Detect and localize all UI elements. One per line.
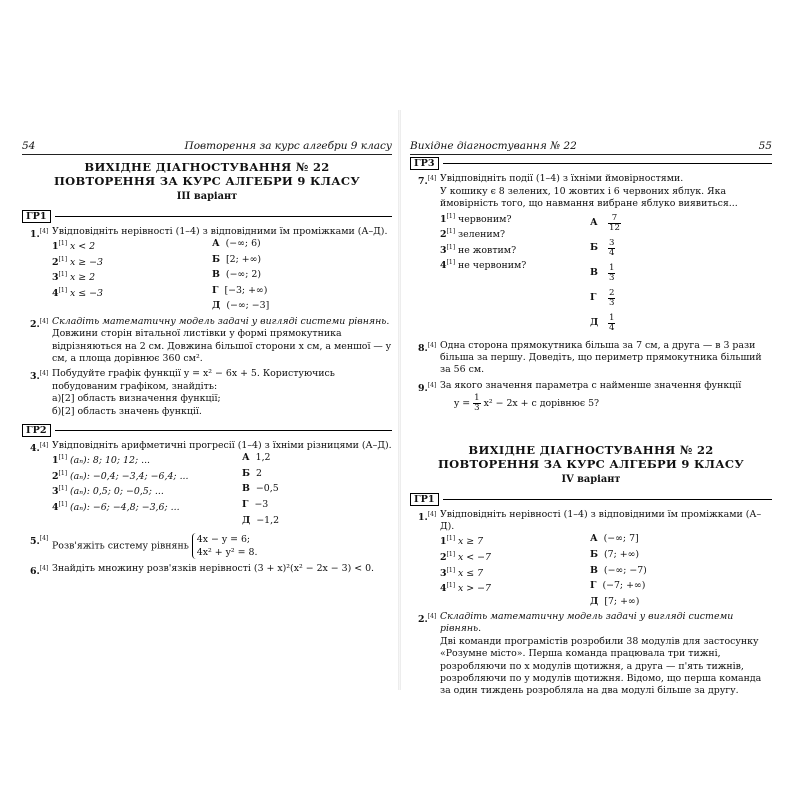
match-left-item xyxy=(440,596,590,608)
group-header: ГР1 xyxy=(22,210,392,223)
right-page xyxy=(410,140,772,701)
match-right-item: Б [2; +∞) xyxy=(212,253,262,265)
task-3: 3.[4] Побудуйте графік функції y = x² − 6x + 5. Користуючись побудованим графіком, знайдіть: a)[2] область визначення функції; б)[2] область значень функції. xyxy=(30,368,335,417)
match-left-item: 4[1] не червоним? xyxy=(440,259,527,272)
match-left-item: 2[1] x < −7 xyxy=(440,551,491,564)
left-page xyxy=(22,140,392,578)
match-left-item: 1[1] червоним? xyxy=(440,212,512,225)
match-left-item: 1[1] x < 2 xyxy=(52,240,96,253)
match-left-item: 2[1] зеленим? xyxy=(440,228,505,241)
match-left-item: 4[1] x > −7 xyxy=(440,582,491,595)
match-left-item: 3[1] (aₙ): 0,5; 0; −0,5; ... xyxy=(52,485,164,498)
match-left-item: 3[1] x ≥ 2 xyxy=(52,271,96,284)
group-header: ГР3 xyxy=(410,157,772,170)
match-right-item: Д [7; +∞) xyxy=(590,595,640,607)
match-right-item: Г −3 xyxy=(242,499,269,510)
equation-system: 4x − y = 6; 4x² + y² = 8. xyxy=(192,533,258,559)
task-8: 8.[4] Одна сторона прямокутника більша за 7 см, а друга — в 3 рази більша за першу. Доведіть, що периметр прямокутника більший за 56 см. xyxy=(418,339,762,376)
probability-option: Б $\frac{3}{4}$ xyxy=(590,237,615,258)
task-1-iv: 1.[4] Увідповідніть нерівності (1–4) з відповідними їм проміжками (А–Д). 1[1] x ≥ 7 А (−∞; 7] 2[1] x < −7 Б (7; +∞) 3[1] x ≤ 7 В (−∞; −7) 4[1] x > −7 Г (−7; +∞) Д [7; +∞) xyxy=(410,509,772,608)
task-2-iv: 2.[4] Складіть математичну модель задачі у вигляді системи рівнянь. Дві команди програмістів розробили 38 модулів для застосунку «Розумне місто». Перша команда працювала три тижні, розробляючи по x модулів щотижня, а друга — п'ять тижнів, розробляючи по y модулів щотижня. Відомо, що перша команда за один тиждень розробляла на два модулі більше за другу. xyxy=(418,611,762,697)
match-right-item: А (−∞; 7] xyxy=(590,533,639,545)
probability-option: Г $\frac{2}{3}$ xyxy=(590,287,615,308)
section-title: ВИХІДНЕ ДІАГНОСТУВАННЯ № 22 xyxy=(84,160,330,175)
section-title: ВИХІДНЕ ДІАГНОСТУВАННЯ № 22 xyxy=(468,443,714,458)
match-left-item: 3[1] не жовтим? xyxy=(440,243,517,256)
book-gutter xyxy=(398,110,401,690)
running-header xyxy=(22,140,392,155)
match-right-item: Г [−3; +∞) xyxy=(212,284,268,296)
variant-label: III варіант xyxy=(176,191,238,203)
fraction: $\frac{1}{4}$ xyxy=(609,312,615,333)
section-subtitle: ПОВТОРЕННЯ ЗА КУРС АЛГЕБРИ 9 КЛАСУ xyxy=(438,456,744,471)
match-left-item: 4[1] (aₙ): −6; −4,8; −3,6; ... xyxy=(52,501,180,514)
match-left-item xyxy=(52,515,242,527)
match-right-item: Д (−∞; −3] xyxy=(212,300,270,312)
fraction: $\frac{7}{12}$ xyxy=(609,212,620,233)
match-left-item: 1[1] (aₙ): 8; 10; 12; ... xyxy=(52,454,151,467)
task-9: 9.[4] За якого значення параметра c найменше значення функції y = $\frac{1}{3}$ x² − 2x + c дорівнює 5? xyxy=(418,379,742,414)
match-left-item: 3[1] x ≤ 7 xyxy=(440,566,484,579)
match-right-item: Д −1,2 xyxy=(242,514,280,526)
match-left-item: 2[1] (aₙ): −0,4; −3,4; −6,4; ... xyxy=(52,469,189,483)
match-right-item: Г (−7; +∞) xyxy=(590,580,646,592)
task-1: 1.[4] Увідповідніть нерівності (1–4) з відповідними їм проміжками (А–Д). 1[1] x < 2 А (−∞; 6) 2[1] x ≥ −3 Б [2; +∞) 3[1] x ≥ 2 В (−∞; 2) 4[1] x ≤ −3 Г [−3; +∞) Д (−∞; −3] xyxy=(22,226,392,313)
match-left-item: 2[1] x ≥ −3 xyxy=(52,255,103,268)
group-header: ГР2 xyxy=(22,424,392,437)
fraction: $\frac{3}{4}$ xyxy=(609,237,615,258)
page-number: 54 xyxy=(22,140,36,152)
fraction: $\frac{1}{3}$ xyxy=(609,262,615,283)
probability-option: А $\frac{7}{12}$ xyxy=(590,212,620,233)
variant-label: IV варіант xyxy=(561,474,621,486)
fraction: $\frac{1}{3}$ xyxy=(474,393,480,414)
match-right-item: В (−∞; 2) xyxy=(212,269,261,281)
probability-option: В $\frac{1}{3}$ xyxy=(590,262,615,283)
task-5: 5.[4] Розв'яжіть систему рівнянь 4x − y = 6; 4x² + y² = 8. xyxy=(30,533,258,558)
match-right-item: А 1,2 xyxy=(242,452,271,464)
match-right-item: В −0,5 xyxy=(242,483,279,495)
match-right-item: А (−∞; 6) xyxy=(212,238,261,250)
running-title: Повторення за курс алгебри 9 класу xyxy=(184,140,392,152)
group-header: ГР1 xyxy=(410,493,772,506)
page-number: 55 xyxy=(758,140,772,152)
section-subtitle: ПОВТОРЕННЯ ЗА КУРС АЛГЕБРИ 9 КЛАСУ xyxy=(54,173,360,188)
probability-option: Д $\frac{1}{4}$ xyxy=(590,312,615,333)
match-left-item: 1[1] x ≥ 7 xyxy=(440,535,484,548)
running-title: Вихідне діагностування № 22 xyxy=(410,140,577,152)
task-7: 7.[4] Увідповідніть події (1–4) з їхніми ймовірностями. У кошику є 8 зелених, 10 жовтих і 6 червоних яблук. Яка ймовірність того, що навмання вибране яблуко виявиться... 1[1] червоним? 2[1] зеленим? 3[1] не жовтим? 4[1] не червоним? А $\frac{7}{12}$ Б $\frac{3}{4}$ В $\frac{1}{3}$ Г $\frac{2}{3}$ Д $\frac{1}{4}$ xyxy=(410,173,772,335)
match-right-item: Б (7; +∞) xyxy=(590,549,640,560)
match-left-item xyxy=(52,300,212,312)
match-right-item: В (−∞; −7) xyxy=(590,564,647,576)
task-2: 2.[4] Складіть математичну модель задачі у вигляді системи рівнянь. Довжини сторін вітальної листівки у формі прямокутника відрізняються на 2 см. Довжина більшої сторони x см, а меншої — y см, а площа дорівнює 360 см². xyxy=(30,315,392,364)
task-6: 6.[4] Знайдіть множину розв'язків нерівності (3 + x)²(x² − 2x − 3) < 0. xyxy=(30,562,375,578)
running-header xyxy=(410,140,772,155)
match-right-item: Б 2 xyxy=(242,467,262,479)
match-left-item: 4[1] x ≤ −3 xyxy=(52,286,103,299)
fraction: $\frac{2}{3}$ xyxy=(609,287,615,308)
task-4: 4.[4] Увідповідніть арифметичні прогресії (1–4) з їхніми різницями (А–Д). 1[1] (aₙ): 8; 10; 12; ... А 1,2 2[1] (aₙ): −0,4; −3,4; −6,4; ... Б 2 3[1] (aₙ): 0,5; 0; −0,5; ... В −0,5 4[1] (aₙ): −6; −4,8; −3,6; ... Г −3 Д −1,2 xyxy=(30,440,392,526)
